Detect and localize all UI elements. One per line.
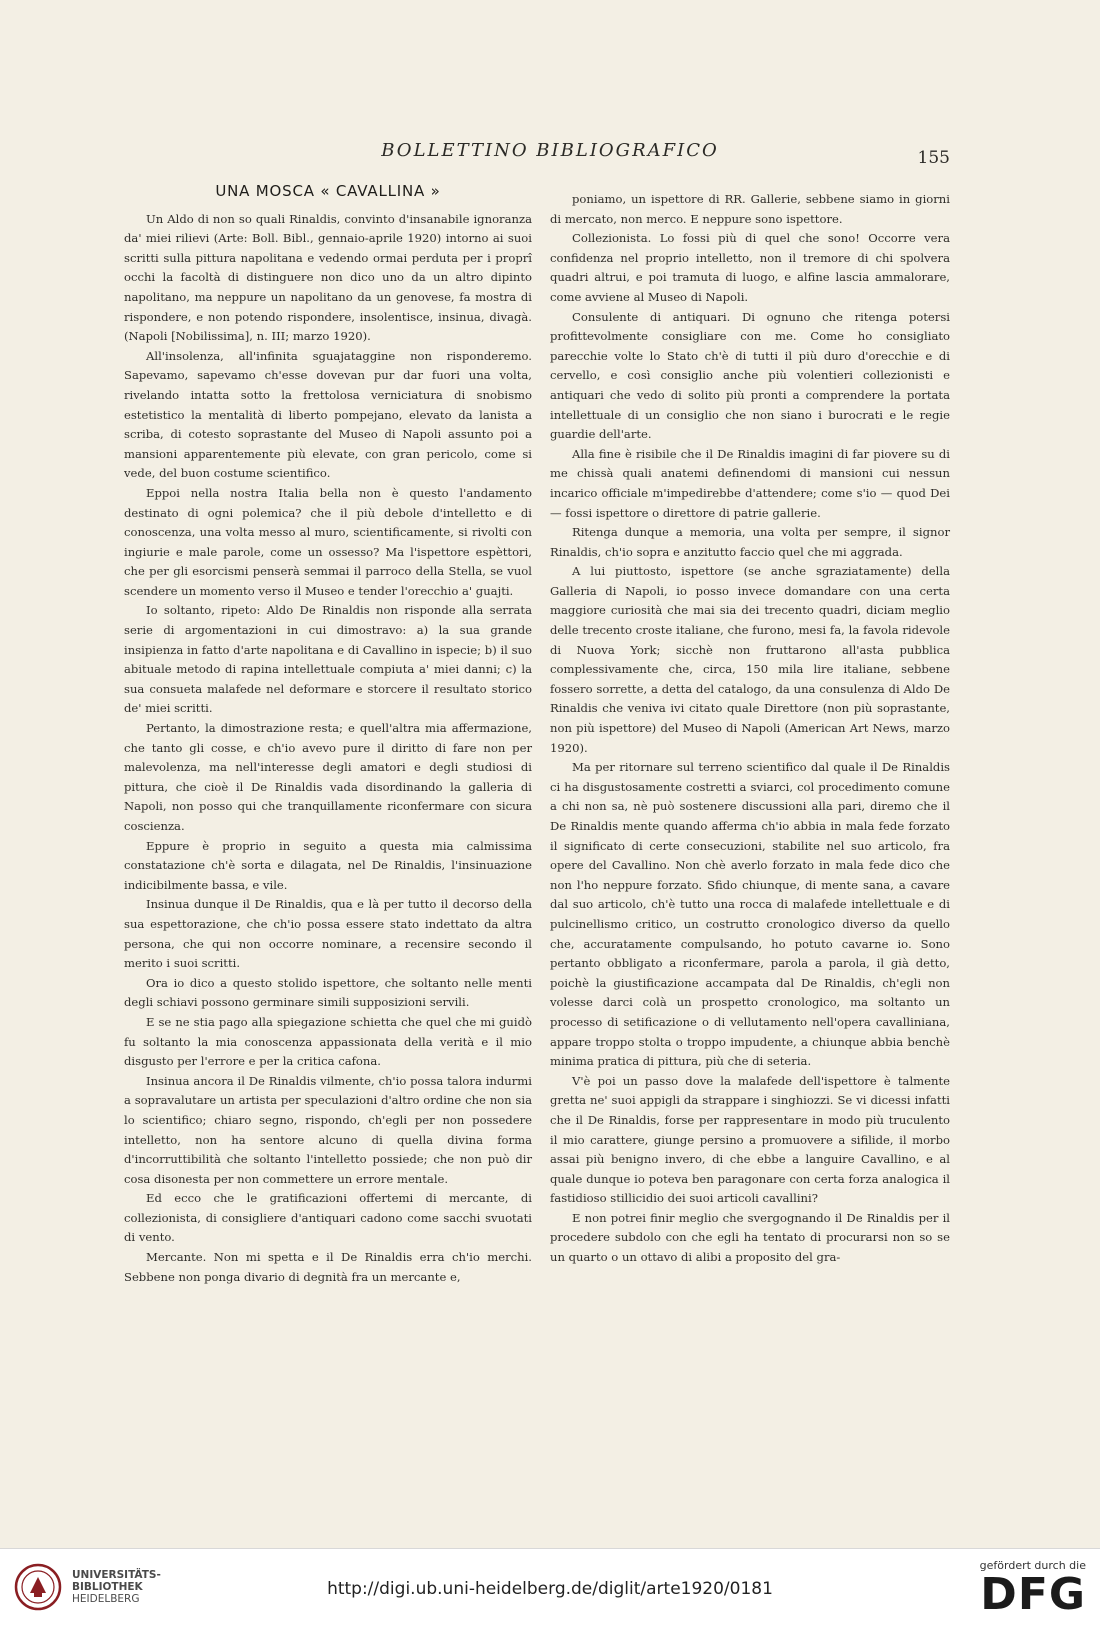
paragraph: E non potrei finir meglio che svergognando il De Rinaldis per il procedere subdolo con che egli ha tentato di procurarsi non so se un quarto o un ottavo di alibi a proposito del gra- [550, 1210, 950, 1265]
paragraph: Eppoi nella nostra Italia bella non è questo l'andamento destinato di ogni polemica? che il più debole d'intelletto e di conoscenza, una volta messo al muro, scientificamente, si rivolti con ingiurie e male parole, come un ossesso? Ma l'ispettore espèttori, che per gli esorcismi penserà semmai il parroco della Stella, se vuol scendere un momento verso il Museo e tender l'orecchio a' guajti. [124, 485, 532, 598]
article-title: UNA MOSCA « CAVALLINA » [215, 182, 441, 200]
dfg-logo: DFG [980, 1569, 1086, 1620]
paragraph: Un Aldo di non so quali Rinaldis, convinto d'insanabile ignoranza da' miei rilievi (Arte: Boll. Bibl., gennaio-aprile 1920) intorno ai suoi scritti sulla pittura napolitana e vedendo ormai perduta per i proprî occhi la facoltà di distinguere non dico uno da un altro dipinto napolitano, ma neppure un napolitano da un genovese, fa mostra di rispondere, e non potendo rispondere, insolentisce, insinua, divagà. (Napoli [Nobilissima], n. III; marzo 1920). [124, 211, 532, 344]
paragraph: Insinua ancora il De Rinaldis vilmente, ch'io possa talora indurmi a sopravalutare un artista per speculazioni d'altro ordine che non sia lo scientifico; chiaro segno, rispondo, ch'egli per non possedere intelletto, non ha sentore alcuno di quella divina forma d'incorruttibilità che soltanto l'intelletto possiede; che non può dir cosa disonesta per non commettere un errore mentale. [124, 1073, 532, 1186]
paragraph: Insinua dunque il De Rinaldis, qua e là per tutto il decorso della sua espettorazione, che ch'io possa essere stato indettato da altra persona, che qui non occorre nominare, a recensire secondo il merito i suoi scritti. [124, 897, 532, 971]
paragraph: Pertanto, la dimostrazione resta; e quell'altra mia affermazione, che tanto gli cosse, e ch'io avevo pure il diritto di fare non per malevolenza, ma nell'interesse degli amatori e degli studiosi di pittura, che cioè il De Rinaldis vada disordinando la galleria di Napoli, non posso qui che tranquillamente riconfermare con sicura coscienza. [124, 721, 532, 833]
paragraph: Ora io dico a questo stolido ispettore, che soltanto nelle menti degli schiavi possono germinare simili supposizioni servili. [124, 975, 532, 1010]
paragraph: V'è poi un passo dove la malafede dell'ispettore è talmente gretta ne' suoi appigli da strappare i singhiozzi. Se vi dicessi infatti che il De Rinaldis, forse per rappresentare in modo più truculento il mio carattere, giunge persino a promuovere a sifilide, il morbo assai più benigno invero, di che ebbe a languire Cavallino, e al quale dunque io poteva ben paragonare con certa forza analogica il fastidioso stillicidio dei suoi articoli cavallini? [550, 1073, 950, 1206]
logo-line-2: BIBLIOTHEK [72, 1581, 143, 1593]
viewer-footer [0, 1548, 1100, 1630]
paragraph: poniamo, un ispettore di RR. Gallerie, sebbene siamo in giorni di mercato, non merco. E neppure sono ispettore. [550, 192, 950, 226]
left-paragraphs [124, 210, 532, 1288]
logo-line-1: UNIVERSITÄTS- [72, 1569, 161, 1581]
logo-line-3: HEIDELBERG [72, 1593, 140, 1605]
page-number: 155 [917, 148, 950, 168]
running-head: BOLLETTINO BIBLIOGRAFICO [381, 140, 719, 161]
funder-block[interactable] [926, 1559, 1086, 1623]
paragraph: All'insolenza, all'infinita sguajataggine non risponderemo. Sapevamo, sapevamo ch'esse dovevan pur dar fuori una volta, rivelando intatta sotto la frettolosa verniciatura di snobismo estetistico la mentalità di liberto pompejano, elevato da lanista a scriba, di cotesto soprastante del Museo di Napoli assunto poi a mansioni apparentemente più elevate, con gran pericolo, come si vede, del buon costume scientifico. [124, 348, 532, 481]
permalink-url[interactable]: http://digi.ub.uni-heidelberg.de/diglit/arte1920/0181 [327, 1579, 773, 1599]
paragraph: Mercante. Non mi spetta e il De Rinaldis erra ch'io merchi. Sebbene non ponga divario di degnità fra un mercante e, [124, 1250, 532, 1284]
paragraph: Eppure è proprio in seguito a questa mia calmissima constatazione ch'è sorta e dilagata, nel De Rinaldis, l'insinuazione indicibilmente bassa, e vile. [124, 838, 532, 892]
paragraph: Io soltanto, ripeto: Aldo De Rinaldis non risponde alla serrata serie di argomentazioni in cui dimostravo: a) la sua grande insipienza in fatto d'arte napolitana e di Cavallino in ispecie; b) il suo abituale metodo di rapina intellettuale compiuta a' miei danni; c) la sua consueta malafede nel deformare e storcere il resultato storico de' miei scritti. [124, 603, 532, 716]
right-column [550, 190, 950, 1268]
paragraph: Ma per ritornare sul terreno scientifico dal quale il De Rinaldis ci ha disgustosamente costretti a sviarci, col procedimento comune a chi non sa, nè può sostenere discussioni alla pari, diremo che il De Rinaldis mente quando afferma ch'io abbia in mala fede forzato il significato di certe consecuzioni, stabilite nel suo articolo, fra opere del Cavallino. Non chè averlo forzato in mala fede dico che non l'ho neppure forzato. Sfido chiunque, di mente sana, a cavare dal suo articolo, ch'è tutto una rocca di malafede intellettuale e di pulcinellismo critico, un costrutto cronologico diverso da quello che, accuratamente compulsando, ho potuto cavarne io. Sono pertanto obbligato a riconfermare, parola a parola, il già detto, poichè la giustificazione accampata dal De Rinaldis, ch'egli non volesse darci colà un prospetto cronologico, ma soltanto un processo di setificazione o di vellutamento nell'opera cavalliniana, appare troppo stolta o troppo impudente, a chiunque abbia benchè minima pratica di pittura, più che di seteria. [550, 760, 950, 1069]
left-column [124, 182, 532, 1287]
paragraph: Collezionista. Lo fossi più di quel che sono! Occorre vera confidenza nel proprio intelletto, non il tremore di chi spolvera quadri altrui, e poi tramuta di luogo, e alfine lascia ammalorare, come avviene al Museo di Napoli. [550, 231, 950, 304]
paragraph: Alla fine è risibile che il De Rinaldis imagini di far piovere su di me chissà quali anatemi definendomi di mansioni cui nessun incarico officiale m'impedirebbe d'attendere; come s'io — quod Dei — fossi ispettore o direttore di patrie gallerie. [550, 446, 950, 520]
right-paragraphs [550, 190, 950, 1268]
paragraph: Consulente di antiquari. Di ognuno che ritenga potersi profittevolmente consigliare con me. Come ho consigliato parecchie volte lo Stato ch'è di tutti il più duro d'orecchie e di cervello, e così consiglio anche più volentieri collezionisti e antiquari che vedo di solito più pronti a comprendere la portata intellettuale di un consiglio che non siano i burocrati e le regie guardie dell'arte. [550, 309, 950, 442]
paragraph: Ritenga dunque a memoria, una volta per sempre, il signor Rinaldis, ch'io sopra e anzitutto faccio quel che mi aggrada. [550, 525, 950, 559]
paragraph: A lui piuttosto, ispettore (se anche sgraziatamente) della Galleria di Napoli, io posso invece domandare con una certa maggiore curiosità che mai sia dei trecento quadri, diciam meglio delle trecento croste italiane, che furono, mesi fa, la favola ridevole di Nuova York; sicchè non fruttarono all'asta pubblica complessivamente che, circa, 150 mila lire italiane, sebbene fossero sorrette, a detta del catalogo, da una consulenza di Aldo De Rinaldis che veniva ivi citato quale Direttore (non più soprastante, non più ispettore) del Museo di Napoli (American Art News, marzo 1920). [550, 564, 950, 755]
paragraph: E se ne stia pago alla spiegazione schietta che quel che mi guidò fu soltanto la mia conoscenza appassionata della verità e il mio disgusto per l'errore e per la critica cafona. [124, 1014, 532, 1069]
paragraph: Ed ecco che le gratificazioni offertemi di mercante, di collezionista, di consigliere d'antiquari cadono come sacchi svuotati di vento. [124, 1191, 532, 1245]
funding-note: gefördert durch die [979, 1559, 1086, 1572]
